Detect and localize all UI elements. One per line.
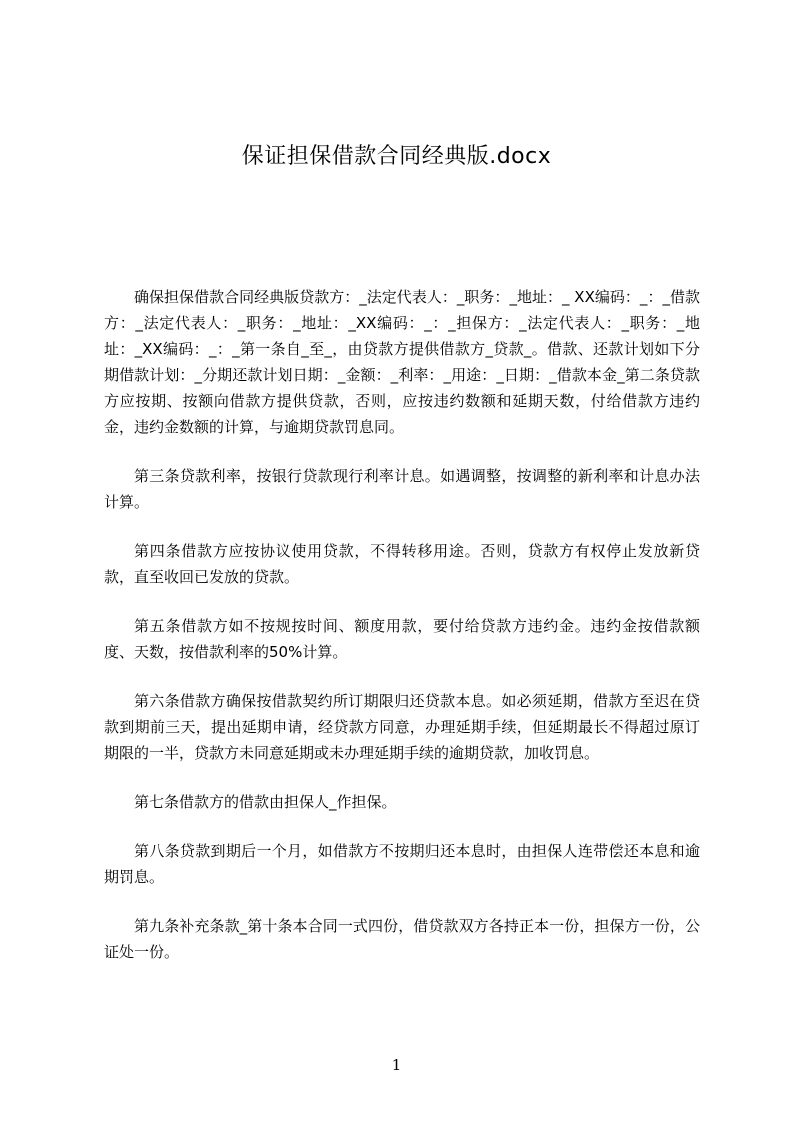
document-body xyxy=(104,284,700,965)
paragraph-article-4: 第四条借款方应按协议使用贷款，不得转移用途。否则，贷款方有权停止发放新贷款，直至收回已发放的贷款。 xyxy=(104,542,700,586)
paragraph-article-8: 第八条贷款到期后一个月，如借款方不按期归还本息时，由担保人连带偿还本息和逾期罚息。 xyxy=(104,842,700,886)
paragraph-preamble-article-2: 确保担保借款合同经典版贷款方：_法定代表人：_职务：_地址：_ XX编码：_：_借款方：_法定代表人：_职务：_地址：_XX编码：_：_担保方：_法定代表人：_职务：_地址：_XX编码：_：_第一条自_至_，由贷款方提供借款方_贷款_。借款、还款计划如下分期借款计划：_分期还款计划日期：_金额：_利率：_用途：_日期：_借款本金_第二条贷款方应按期、按额向借款方提供贷款，否则，应按违约数额和延期天数，付给借款方违约金，违约金数额的计算，与逾期贷款罚息同。 xyxy=(104,288,700,436)
paragraph-article-7: 第七条借款方的借款由担保人_作担保。 xyxy=(134,793,397,811)
paragraph-article-6: 第六条借款方确保按借款契约所订期限归还贷款本息。如必须延期，借款方至迟在贷款到期前三天，提出延期申请，经贷款方同意，办理延期手续，但延期最长不得超过原订期限的一半，贷款方未同意延期或未办理延期手续的逾期贷款，加收罚息。 xyxy=(104,692,700,762)
paragraph-article-3: 第三条贷款利率，按银行贷款现行利率计息。如遇调整，按调整的新利率和计息办法计算。 xyxy=(104,467,700,511)
page-number: 1 xyxy=(391,1056,402,1074)
paragraph-article-9-10: 第九条补充条款_第十条本合同一式四份，借贷款双方各持正本一份，担保方一份，公证处一份。 xyxy=(104,917,700,961)
paragraph-article-5: 第五条借款方如不按规按时间、额度用款，要付给贷款方违约金。违约金按借款额度、天数，按借款利率的50%计算。 xyxy=(104,617,700,661)
document-title: 保证担保借款合同经典版.docx xyxy=(241,144,552,169)
